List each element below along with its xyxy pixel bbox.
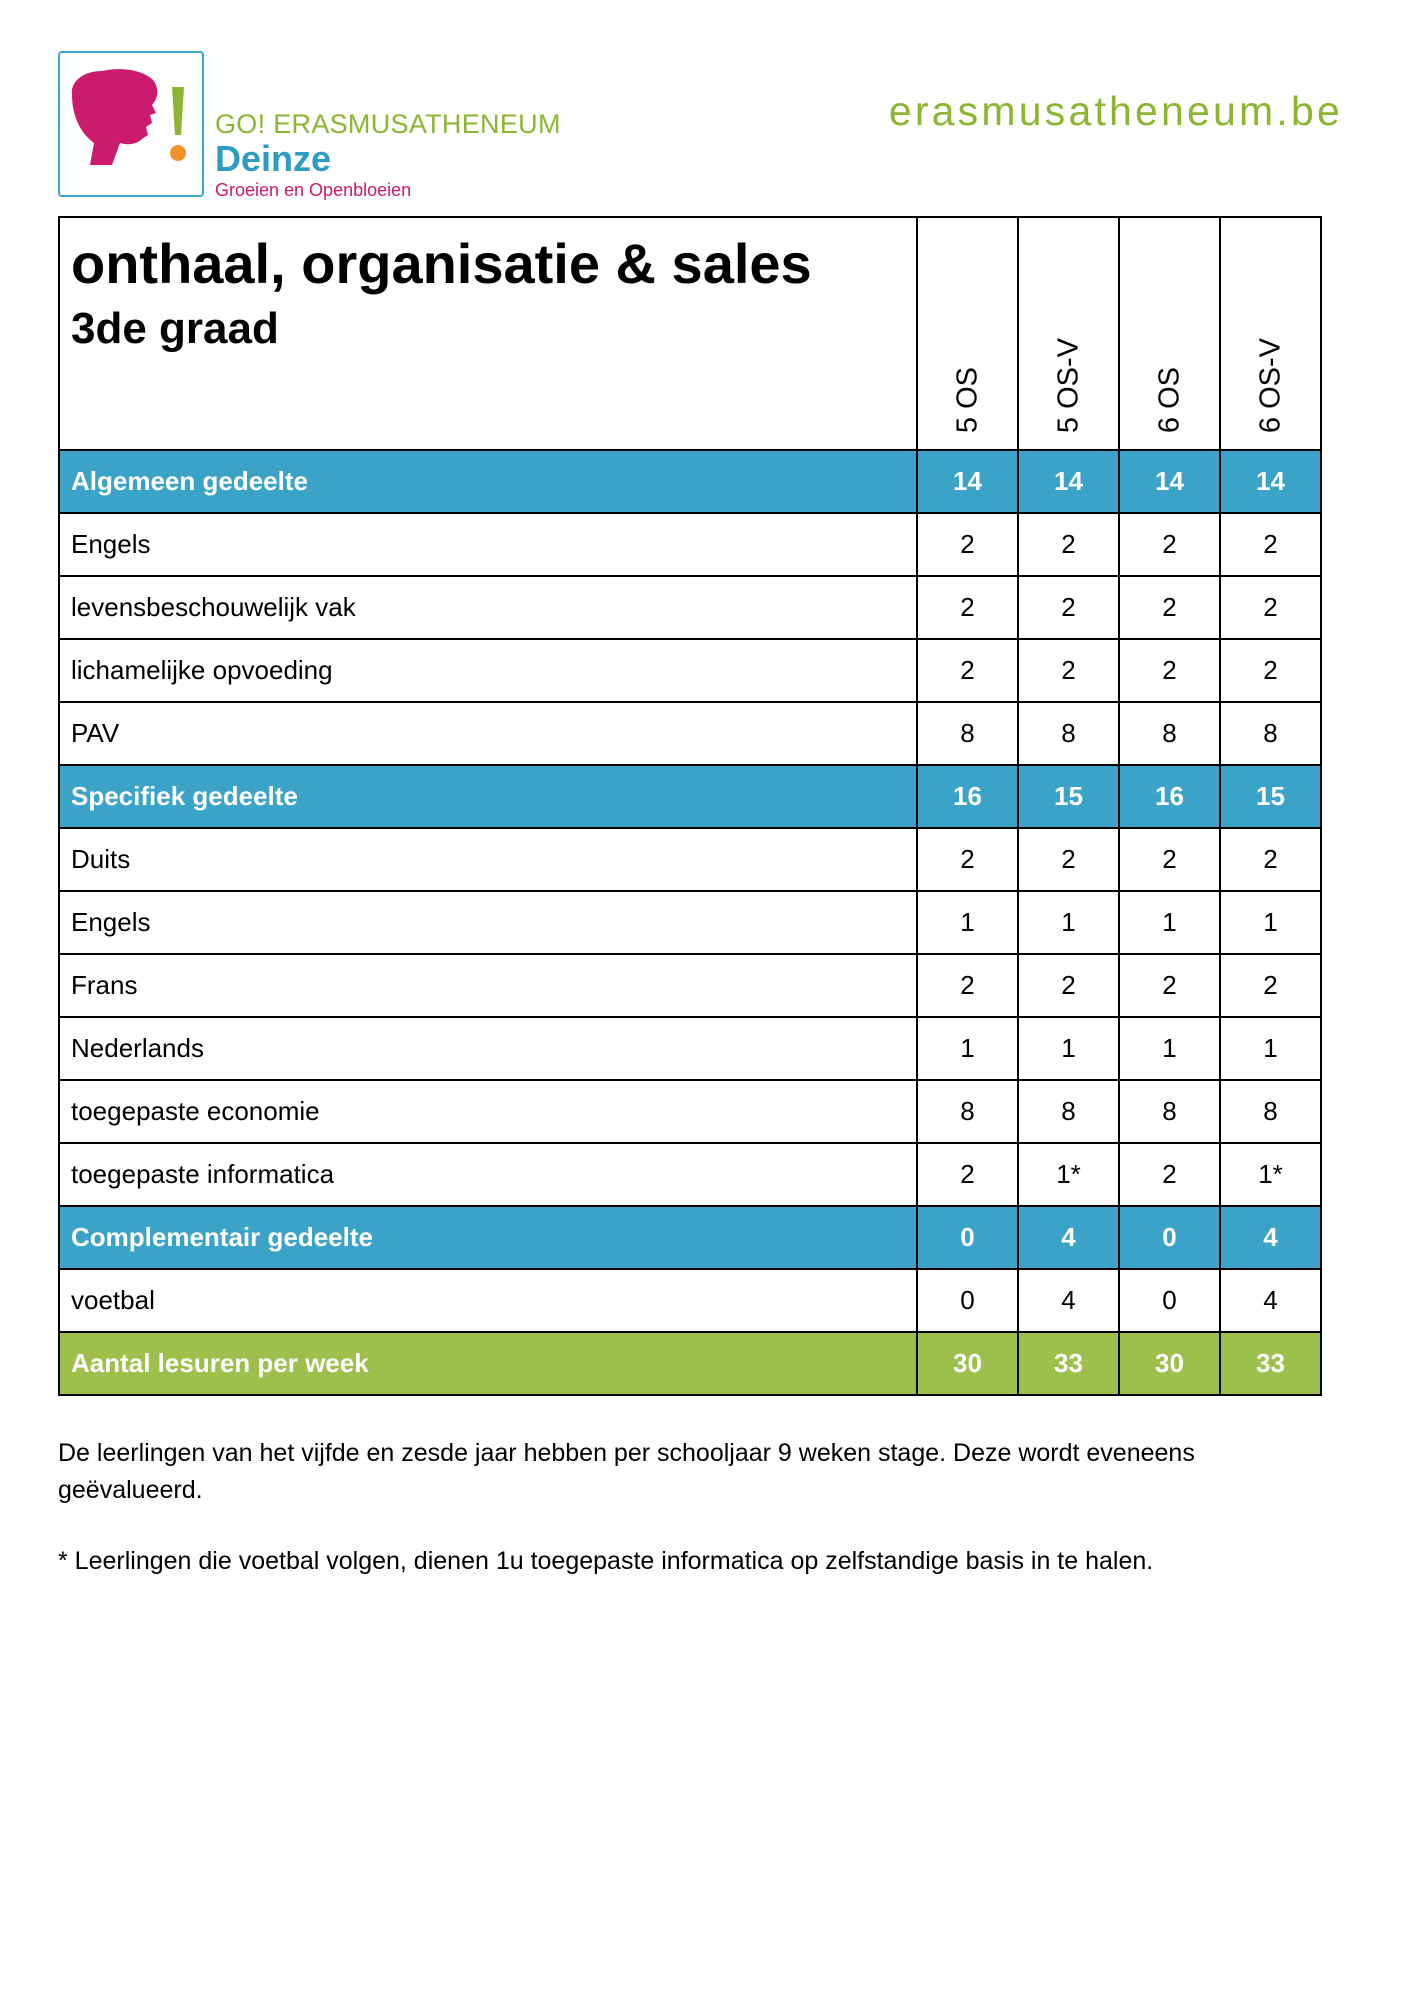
- hours-cell: 30: [917, 1332, 1018, 1395]
- row-label: PAV: [59, 702, 917, 765]
- row-label: toegepaste informatica: [59, 1143, 917, 1206]
- hours-cell: 1: [1018, 1017, 1119, 1080]
- hours-cell: 2: [917, 954, 1018, 1017]
- row-label: Nederlands: [59, 1017, 917, 1080]
- hours-cell: 8: [1220, 702, 1321, 765]
- hours-cell: 1*: [1220, 1143, 1321, 1206]
- hours-cell: 0: [917, 1206, 1018, 1269]
- row-label: Algemeen gedeelte: [59, 450, 917, 513]
- hours-cell: 2: [1119, 954, 1220, 1017]
- hours-cell: 1: [1220, 891, 1321, 954]
- hours-cell: 8: [1119, 1080, 1220, 1143]
- website-url[interactable]: erasmusatheneum.be: [888, 88, 1343, 134]
- section-row: [59, 450, 1321, 513]
- hours-cell: 2: [1220, 576, 1321, 639]
- school-logo: [58, 51, 204, 197]
- row-label: Specifiek gedeelte: [59, 765, 917, 828]
- column-header: 6 OS: [1119, 217, 1220, 450]
- hours-cell: 16: [917, 765, 1018, 828]
- column-header: 5 OS: [917, 217, 1018, 450]
- row-label: Engels: [59, 891, 917, 954]
- total-row: [59, 1332, 1321, 1395]
- hours-cell: 0: [917, 1269, 1018, 1332]
- hours-cell: 1: [917, 1017, 1018, 1080]
- hours-cell: 4: [1220, 1269, 1321, 1332]
- hours-cell: 14: [1119, 450, 1220, 513]
- head-exclamation-icon: [60, 53, 202, 195]
- hours-cell: 1: [1119, 891, 1220, 954]
- hours-cell: 1: [1220, 1017, 1321, 1080]
- row-label: toegepaste economie: [59, 1080, 917, 1143]
- hours-cell: 4: [1018, 1206, 1119, 1269]
- hours-cell: 2: [1018, 576, 1119, 639]
- hours-cell: 8: [917, 702, 1018, 765]
- hours-cell: 16: [1119, 765, 1220, 828]
- school-tagline: Groeien en Openbloeien: [215, 180, 412, 200]
- hours-cell: 2: [1119, 828, 1220, 891]
- table-row: [59, 1143, 1321, 1206]
- table-row: [59, 576, 1321, 639]
- hours-cell: 2: [917, 513, 1018, 576]
- hours-cell: 2: [1018, 828, 1119, 891]
- hours-cell: 1: [1119, 1017, 1220, 1080]
- internship-note: De leerlingen van het vijfde en zesde jaar hebben per schooljaar 9 weken stage. Deze wordt eveneens geëvalueerd.: [58, 1439, 1195, 1504]
- hours-cell: 2: [1018, 954, 1119, 1017]
- hours-cell: 2: [917, 639, 1018, 702]
- hours-cell: 8: [1220, 1080, 1321, 1143]
- hours-cell: 1: [1018, 891, 1119, 954]
- section-row: [59, 765, 1321, 828]
- row-label: levensbeschouwelijk vak: [59, 576, 917, 639]
- table-row: [59, 639, 1321, 702]
- hours-cell: 2: [917, 828, 1018, 891]
- hours-cell: 14: [1220, 450, 1321, 513]
- hours-cell: 2: [1220, 639, 1321, 702]
- table-row: [59, 513, 1321, 576]
- section-row: [59, 1206, 1321, 1269]
- hours-cell: 1: [917, 891, 1018, 954]
- school-city: Deinze: [215, 138, 332, 179]
- table-header-row: [59, 217, 1321, 450]
- hours-cell: 0: [1119, 1269, 1220, 1332]
- hours-cell: 8: [917, 1080, 1018, 1143]
- hours-cell: 2: [1220, 513, 1321, 576]
- row-label: Duits: [59, 828, 917, 891]
- hours-cell: 2: [917, 1143, 1018, 1206]
- hours-cell: 2: [1018, 639, 1119, 702]
- hours-cell: 8: [1018, 702, 1119, 765]
- hours-cell: 2: [1119, 1143, 1220, 1206]
- hours-cell: 33: [1018, 1332, 1119, 1395]
- hours-cell: 8: [1119, 702, 1220, 765]
- lessentabel: [58, 216, 1322, 1396]
- row-label: Frans: [59, 954, 917, 1017]
- hours-cell: 2: [917, 576, 1018, 639]
- page-title: onthaal, organisatie & sales: [71, 232, 812, 295]
- table-row: [59, 1017, 1321, 1080]
- hours-cell: 1*: [1018, 1143, 1119, 1206]
- column-header: 6 OS-V: [1220, 217, 1321, 450]
- row-label: voetbal: [59, 1269, 917, 1332]
- school-name: GO! ERASMUSATHENEUM: [215, 109, 561, 139]
- hours-cell: 2: [1220, 954, 1321, 1017]
- hours-cell: 8: [1018, 1080, 1119, 1143]
- hours-cell: 14: [1018, 450, 1119, 513]
- hours-cell: 2: [1018, 513, 1119, 576]
- page-subtitle: 3de graad: [71, 304, 279, 353]
- table-row: [59, 1080, 1321, 1143]
- row-label: lichamelijke opvoeding: [59, 639, 917, 702]
- hours-cell: 4: [1220, 1206, 1321, 1269]
- page-header: [0, 0, 1409, 215]
- table-title-cell: [59, 217, 917, 450]
- footnotes: [58, 1435, 1320, 1614]
- column-header: 5 OS-V: [1018, 217, 1119, 450]
- hours-cell: 0: [1119, 1206, 1220, 1269]
- hours-cell: 30: [1119, 1332, 1220, 1395]
- hours-cell: 2: [1220, 828, 1321, 891]
- table-row: [59, 954, 1321, 1017]
- table-row: [59, 702, 1321, 765]
- football-footnote: * Leerlingen die voetbal volgen, dienen 1u toegepaste informatica op zelfstandige basis in te halen.: [58, 1547, 1154, 1575]
- table-row: [59, 891, 1321, 954]
- hours-cell: 15: [1220, 765, 1321, 828]
- row-label: Aantal lesuren per week: [59, 1332, 917, 1395]
- hours-cell: 14: [917, 450, 1018, 513]
- row-label: Engels: [59, 513, 917, 576]
- hours-cell: 15: [1018, 765, 1119, 828]
- hours-cell: 2: [1119, 576, 1220, 639]
- hours-cell: 33: [1220, 1332, 1321, 1395]
- table-row: [59, 828, 1321, 891]
- row-label: Complementair gedeelte: [59, 1206, 917, 1269]
- hours-cell: 4: [1018, 1269, 1119, 1332]
- hours-cell: 2: [1119, 513, 1220, 576]
- hours-cell: 2: [1119, 639, 1220, 702]
- school-brand: [215, 108, 561, 202]
- table-row: [59, 1269, 1321, 1332]
